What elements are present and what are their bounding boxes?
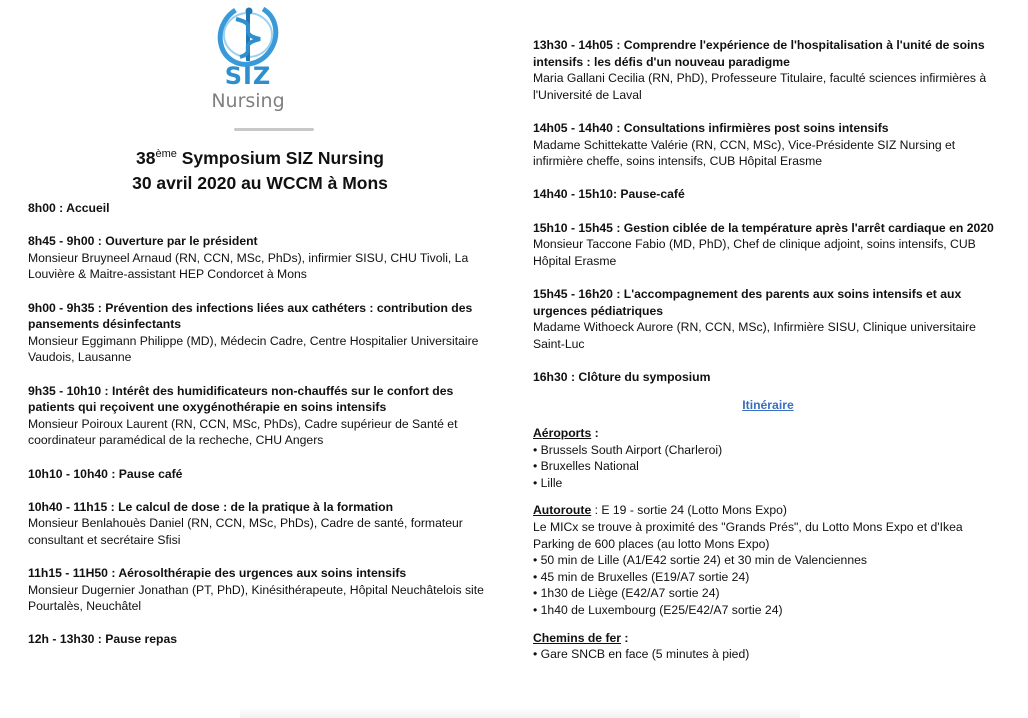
logo-underline	[234, 128, 314, 131]
session-speaker: Monsieur Taccone Fabio (MD, PhD), Chef de clinique adjoint, soins intensifs, CUB Hôpital Erasme	[533, 237, 976, 268]
rail-section	[533, 630, 1003, 663]
session-speaker: Monsieur Dugernier Jonathan (PT, PhD), Kinésithérapeute, Hôpital Neuchâtelois site Pourtalès, Neuchâtel	[28, 582, 484, 614]
session-title: 14h40 - 15h10: Pause-café	[533, 187, 685, 202]
session-title: 10h10 - 10h40 : Pause café	[28, 466, 183, 481]
road-exit: : E 19 - sortie 24 (Lotto Mons Expo)	[591, 503, 787, 518]
rail-colon: :	[621, 630, 629, 645]
parking-info: Parking de 600 places (au lotto Mons Expo)	[533, 536, 770, 551]
list-item: • Gare SNCB en face (5 minutes à pied)	[533, 646, 1003, 663]
program-right-column	[533, 37, 1003, 663]
program-entry	[533, 369, 1003, 386]
session-speaker: Monsieur Poiroux Laurent (RN, CCN, MSc, PhDs), Cadre supérieur de Santé et coordinateur paramédical de la recheche, CHU Angers	[28, 416, 458, 448]
session-title: 11h15 - 11H50 : Aérosolthérapie des urgences aux soins intensifs	[28, 566, 407, 581]
session-speaker: Madame Withoeck Aurore (RN, CCN, MSc), Infirmière SISU, Clinique universitaire Saint-Luc	[533, 320, 976, 351]
page-bottom-shadow	[240, 708, 800, 718]
airports-heading: Aéroports	[533, 426, 592, 441]
session-title: 14h05 - 14h40 : Consultations infirmières post soins intensifs	[533, 120, 889, 135]
program-entry	[28, 233, 488, 283]
title-text: Symposium SIZ Nursing	[176, 148, 384, 168]
session-title: 16h30 : Clôture du symposium	[533, 369, 711, 384]
logo-siz: SIZ	[224, 62, 272, 90]
program-entry	[533, 286, 1003, 352]
program-entry	[28, 499, 488, 549]
caduceus-icon	[196, 3, 300, 69]
airports-colon: :	[591, 426, 599, 441]
road-heading: Autoroute	[533, 503, 592, 518]
session-title: 15h10 - 15h45 : Gestion ciblée de la température après l'arrêt cardiaque en 2020	[533, 220, 994, 235]
session-speaker: Maria Gallani Cecilia (RN, PhD), Professeure Titulaire, faculté sciences infirmières à l'Université de Laval	[533, 71, 987, 102]
siz-nursing-logo	[196, 3, 300, 127]
program-entry	[28, 200, 488, 217]
rail-heading: Chemins de fer	[533, 630, 622, 645]
title-number: 38	[136, 148, 156, 168]
road-description: Le MICx se trouve à proximité des "Grands Prés", du Lotto Mons Expo et d'Ikea	[533, 520, 963, 535]
session-speaker: Monsieur Eggimann Philippe (MD), Médecin Cadre, Centre Hospitalier Universitaire Vaudois, Lausanne	[28, 333, 479, 365]
program-entry	[533, 186, 1003, 203]
logo-nursing: Nursing	[211, 90, 285, 112]
session-title: 9h35 - 10h10 : Intérêt des humidificateurs non-chauffés sur le confort des patients qui reçoivent une oxygénothérapie en soins intensifs	[28, 383, 454, 415]
page-subtitle: 30 avril 2020 au WCCM à Mons	[132, 173, 388, 193]
list-item: • 1h30 de Liège (E42/A7 sortie 24)	[533, 585, 1003, 602]
session-title: 15h45 - 16h20 : L'accompagnement des parents aux soins intensifs et aux urgences pédiatriques	[533, 286, 962, 318]
session-title: 9h00 - 9h35 : Prévention des infections liées aux cathéters : contribution des pansements désinfectants	[28, 300, 473, 332]
program-entry	[533, 220, 1003, 270]
itinerary-link[interactable]: Itinéraire	[742, 398, 794, 413]
session-title: 8h00 : Accueil	[28, 201, 110, 215]
program-entry	[533, 37, 1003, 103]
list-item: • Brussels South Airport (Charleroi)	[533, 442, 1003, 459]
session-title: 10h40 - 11h15 : Le calcul de dose : de la pratique à la formation	[28, 499, 394, 514]
session-title: 8h45 - 9h00 : Ouverture par le président	[28, 234, 258, 249]
page-title	[60, 147, 460, 169]
session-speaker: Monsieur Bruyneel Arnaud (RN, CCN, MSc, PhDs), infirmier SISU, CHU Tivoli, La Louvière & Maitre-assistant HEP Condorcet à Mons	[28, 250, 469, 282]
program-entry	[533, 120, 1003, 170]
program-left-column	[28, 200, 488, 665]
list-item: • 1h40 de Luxembourg (E25/E42/A7 sortie 24)	[533, 602, 1003, 619]
program-entry	[28, 300, 488, 366]
list-item: • 50 min de Lille (A1/E42 sortie 24) et 30 min de Valenciennes	[533, 552, 1003, 569]
session-title: 12h - 13h30 : Pause repas	[28, 632, 178, 647]
session-speaker: Monsieur Benlahouès Daniel (RN, CCN, MSc, PhDs), Cadre de santé, formateur consultant et secrétaire Sfisi	[28, 516, 463, 547]
road-section	[533, 502, 1003, 618]
airports-section	[533, 425, 1003, 491]
program-entry	[28, 383, 488, 449]
list-item: • Lille	[533, 475, 1003, 492]
program-entry	[28, 631, 488, 648]
session-title: 13h30 - 14h05 : Comprendre l'expérience de l'hospitalisation à l'unité de soins intensifs : les défis d'un nouveau paradigme	[533, 38, 985, 69]
program-entry	[28, 565, 488, 615]
session-speaker: Madame Schittekatte Valérie (RN, CCN, MSc), Vice-Présidente SIZ Nursing et infirmière cheffe, soins intensifs, CUB Hôpital Erasme	[533, 137, 956, 169]
title-superscript: ème	[155, 148, 177, 160]
list-item: • 45 min de Bruxelles (E19/A7 sortie 24)	[533, 569, 1003, 586]
program-entry	[28, 466, 488, 483]
list-item: • Bruxelles National	[533, 458, 1003, 475]
